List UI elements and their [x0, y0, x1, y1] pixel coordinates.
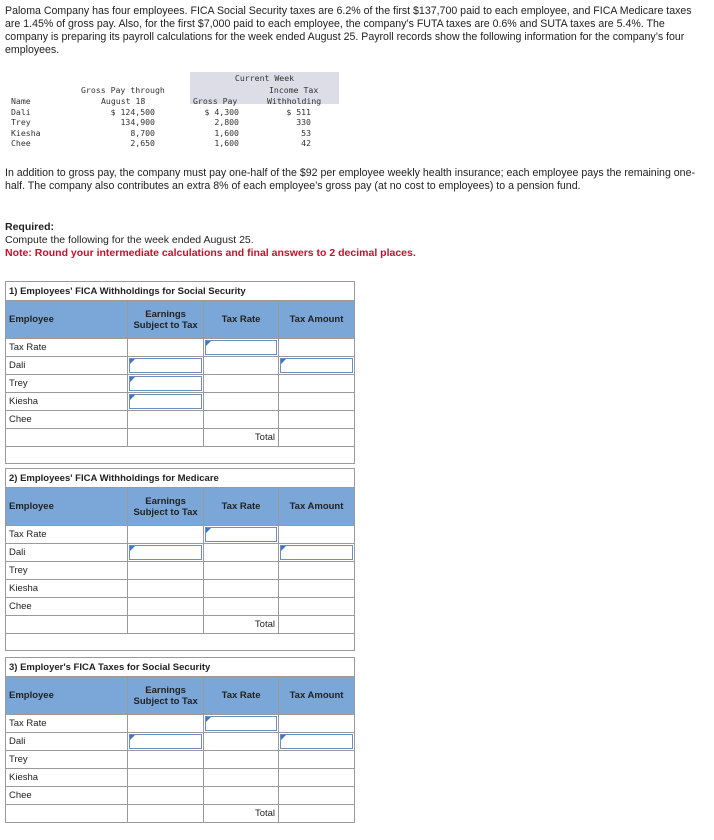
required-text: Compute the following for the week ended August 25.	[5, 234, 254, 246]
current-week-header: Current Week	[234, 73, 295, 83]
header-tax-rate: Tax Rate	[204, 677, 279, 715]
row-label: Kiesha	[6, 769, 128, 787]
record-name: Dali	[11, 107, 31, 117]
record-name: Kiesha	[11, 128, 41, 138]
header-tax-rate: Tax Rate	[204, 301, 279, 339]
row-label: Tax Rate	[6, 715, 128, 733]
record-gross: $ 4,300	[204, 107, 239, 117]
total-label: Total	[204, 805, 279, 823]
row-label: Dali	[6, 357, 128, 375]
earnings-input[interactable]	[129, 545, 202, 560]
row-label: Dali	[6, 544, 128, 562]
col-income-tax-2: Withholding	[267, 96, 322, 106]
tax-rate-input[interactable]	[205, 340, 277, 355]
tax-amount-input[interactable]	[280, 545, 353, 560]
record-through: 2,650	[130, 138, 155, 148]
row-label: Trey	[6, 751, 128, 769]
row-label: Trey	[6, 375, 128, 393]
worksheet-social-security-employer	[5, 657, 714, 823]
header-employee: Employee	[6, 488, 128, 526]
col-gross-pay: Gross Pay	[193, 96, 238, 106]
worksheet-social-security-employee	[5, 281, 714, 464]
record-name: Chee	[11, 138, 31, 148]
header-earnings: Earnings Subject to Tax	[128, 301, 204, 339]
section-title: 1) Employees' FICA Withholdings for Social Security	[6, 282, 355, 301]
total-label: Total	[204, 429, 279, 447]
record-gross: 1,600	[214, 138, 239, 148]
col-income-tax-1: Income Tax	[269, 85, 319, 95]
earnings-input[interactable]	[129, 394, 202, 409]
earnings-input[interactable]	[129, 376, 202, 391]
row-label: Chee	[6, 598, 128, 616]
record-tax: 330	[296, 117, 311, 127]
row-label: Trey	[6, 562, 128, 580]
header-employee: Employee	[6, 301, 128, 339]
row-label: Dali	[6, 733, 128, 751]
total-label: Total	[204, 616, 279, 634]
header-tax-rate: Tax Rate	[204, 488, 279, 526]
tax-rate-input[interactable]	[205, 527, 277, 542]
row-label: Chee	[6, 411, 128, 429]
row-label: Tax Rate	[6, 526, 128, 544]
earnings-input[interactable]	[129, 734, 202, 749]
section-title: 3) Employer's FICA Taxes for Social Security	[6, 658, 355, 677]
row-label: Kiesha	[6, 580, 128, 598]
record-tax: 53	[301, 128, 311, 138]
row-label: Kiesha	[6, 393, 128, 411]
record-tax: 42	[301, 138, 311, 148]
worksheet-medicare-employee	[5, 468, 714, 651]
section-title: 2) Employees' FICA Withholdings for Medicare	[6, 469, 355, 488]
intro-paragraph: Paloma Company has four employees. FICA Social Security taxes are 6.2% of the first $137,700 paid to each employee, and FICA Medicare taxes are 1.45% of gross pay. Also, for the first $7,000 paid to each employee, the company’s FUTA taxes are 0.6% and SUTA taxes are 5.4%. The company is preparing its payroll calculations for the week ended August 25. Payroll records show the following information for the company’s four employees.	[5, 5, 692, 56]
col-gross-through-2: August 18	[101, 96, 146, 106]
tax-rate-input[interactable]	[205, 716, 277, 731]
record-through: 134,900	[120, 117, 155, 127]
header-tax-amount: Tax Amount	[278, 488, 354, 526]
header-earnings: Earnings Subject to Tax	[128, 488, 204, 526]
tax-amount-input[interactable]	[280, 358, 353, 373]
record-tax: $ 511	[286, 107, 311, 117]
record-through: 8,700	[130, 128, 155, 138]
rounding-note: Note: Round your intermediate calculations and final answers to 2 decimal places.	[5, 247, 416, 259]
record-through: $ 124,500	[110, 107, 155, 117]
header-employee: Employee	[6, 677, 128, 715]
tax-amount-input[interactable]	[280, 734, 353, 749]
required-title: Required:	[5, 221, 55, 233]
record-name: Trey	[11, 117, 31, 127]
header-earnings: Earnings Subject to Tax	[128, 677, 204, 715]
col-gross-through-1: Gross Pay through	[81, 85, 165, 95]
addition-paragraph: In addition to gross pay, the company must pay one-half of the $92 per employee weekly health insurance; each employee pays the remaining one-half. The company also contributes an extra 8% of each employee’s gross pay (at no cost to employees) to a pension fund.	[5, 167, 695, 192]
header-tax-amount: Tax Amount	[279, 677, 355, 715]
record-gross: 1,600	[214, 128, 239, 138]
earnings-input[interactable]	[129, 358, 202, 373]
record-gross: 2,800	[214, 117, 239, 127]
row-label: Chee	[6, 787, 128, 805]
row-label: Tax Rate	[6, 339, 128, 357]
header-tax-amount: Tax Amount	[278, 301, 354, 339]
col-name: Name	[11, 96, 31, 106]
